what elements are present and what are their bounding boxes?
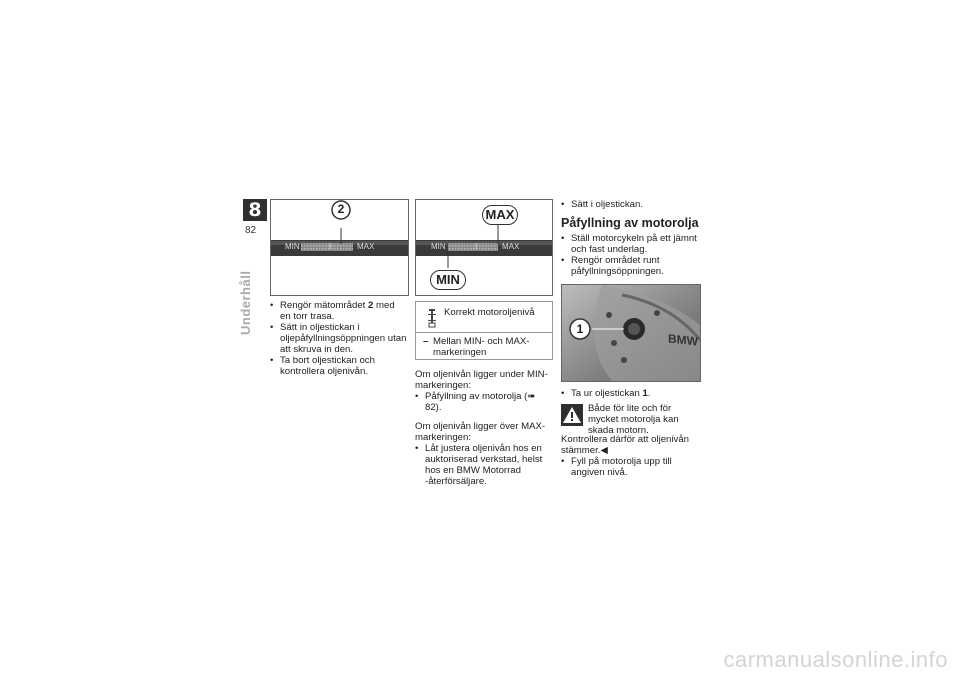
- min-max-figure: [415, 199, 553, 296]
- spec-value: Mellan MIN- och MAX-markeringen: [433, 336, 530, 358]
- scale-mid-text: I: [475, 242, 478, 251]
- column-3-bottom: [561, 388, 701, 478]
- brand-lettering: BMW: [668, 331, 698, 349]
- section-side-label: Underhåll: [238, 270, 253, 335]
- warning-block: [561, 402, 701, 434]
- max-label: MAX: [482, 205, 518, 225]
- warning-icon: [561, 404, 583, 426]
- dipstick-figure: [270, 199, 409, 296]
- column-1-text: [270, 300, 407, 377]
- scale-max-text: MAX: [357, 242, 375, 251]
- list-item: • Rengör området runt påfyllningsöppningen.: [561, 255, 701, 277]
- engine-photo: [561, 284, 701, 382]
- scale-min-text: MIN: [285, 242, 300, 251]
- chapter-number: 8: [243, 199, 267, 221]
- list-item: • Ta bort oljestickan och kontrollera oljenivån.: [270, 355, 407, 377]
- below-min-paragraph: Om oljenivån ligger under MIN-markeringen:: [415, 369, 548, 391]
- scale-min-text: MIN: [431, 242, 446, 251]
- list-item: • Sätt i oljestickan.: [561, 199, 701, 210]
- column-2-text: [415, 369, 552, 487]
- list-item: • Låt justera oljenivån hos en auktoriserad verkstad, helst hos en BMW Motorrad -återförsäljare.: [415, 443, 552, 487]
- scale-max-text: MAX: [502, 242, 520, 251]
- oil-can-icon: [426, 308, 438, 328]
- list-item: • Rengör mätområdet 2 med en torr trasa.: [270, 300, 407, 322]
- scale-mid-text: I: [329, 242, 332, 251]
- watermark: carmanualsonline.info: [723, 647, 948, 672]
- spec-divider: [416, 332, 552, 333]
- warning-text-2: Kontrollera därför att oljenivån stämmer.◀: [561, 434, 689, 456]
- spec-title: Korrekt motoroljenivå: [444, 307, 535, 318]
- list-item: • Ta ur oljestickan 1.: [561, 388, 701, 399]
- callout-1-label: 1: [576, 322, 584, 336]
- list-item: • Ställ motorcykeln på ett jämnt och fast underlag.: [561, 233, 701, 255]
- column-3-top: [561, 199, 701, 277]
- warning-text: Både för lite och för mycket motorolja kan skada motorn.: [588, 403, 679, 436]
- list-item: • Sätt in oljestickan i oljepåfyllningsöppningen utan att skruva in den.: [270, 322, 407, 355]
- callout-2-label: 2: [337, 202, 345, 216]
- page-number: 82: [245, 225, 257, 236]
- cleaning-steps-list: [270, 300, 407, 377]
- list-item: • Påfyllning av motorolja (➠ 82).: [415, 391, 552, 413]
- oil-level-spec-box: [415, 301, 553, 360]
- min-label: MIN: [430, 270, 466, 290]
- spec-dash: –: [423, 336, 429, 347]
- list-item: • Fyll på motorolja upp till angiven nivå.: [561, 456, 701, 478]
- above-max-paragraph: Om oljenivån ligger över MAX-markeringen:: [415, 421, 546, 443]
- section-heading: Påfyllning av motorolja: [561, 216, 699, 230]
